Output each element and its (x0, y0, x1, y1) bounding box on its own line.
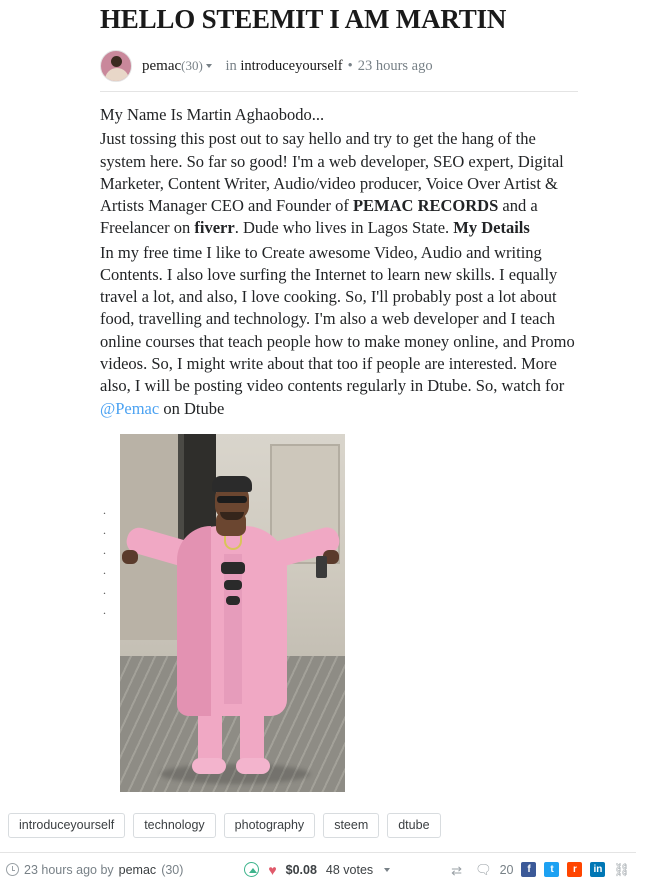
separator-dot (217, 58, 221, 75)
image-cap (212, 476, 252, 492)
linkedin-icon[interactable]: in (590, 862, 605, 877)
heart-icon[interactable]: ♥ (268, 861, 277, 878)
footer-actions (451, 862, 630, 878)
image-robe-placket (224, 554, 242, 704)
votes-chevron-icon[interactable] (384, 868, 390, 872)
avatar[interactable] (100, 50, 132, 82)
footer-timestamp: 23 hours ago by (24, 862, 114, 877)
image-embroidery-2 (224, 580, 242, 590)
post-image-figure (0, 434, 636, 797)
reddit-icon[interactable]: r (567, 862, 582, 877)
link-icon[interactable]: ⛓ (613, 861, 630, 877)
author-name[interactable]: pemac (142, 57, 182, 74)
avatar-body (105, 68, 129, 82)
tag-item[interactable]: dtube (387, 813, 440, 839)
footer-meta (6, 863, 183, 877)
image-beard (220, 512, 244, 520)
post-image[interactable] (120, 434, 345, 792)
clock-icon (6, 863, 19, 876)
image-shoe-left (192, 758, 226, 774)
post-footer (0, 852, 636, 886)
paragraph-2-text: In my free time I like to Create awesome Video, Audio and writing Contents. I also love surfing the Internet to learn new skills. I equally travel a lot, and also, I love cooking. So, I'll probably post a lot about food, travelling and technology. I'm also a web developer and I teach online courses that teach people how to make money online, and Promo videos. So, I might write about that too if people are interested. More also, I will be posting video contents regularly in Dtube. So, watch for (100, 242, 575, 396)
image-shadow (160, 764, 310, 784)
tail-text: on Dtube (159, 398, 225, 418)
post-lead: My Name Is Martin Aghaobodo... (100, 105, 325, 125)
post-paragraph-1 (100, 128, 578, 239)
left-margin-dots: . . . . . . (103, 503, 106, 617)
mention-link[interactable]: @Pemac (100, 398, 160, 418)
twitter-icon[interactable]: t (544, 862, 559, 877)
post-body (0, 92, 578, 420)
avatar-head (111, 56, 122, 67)
tag-item[interactable]: steem (323, 813, 379, 839)
comment-icon[interactable]: 🗨 (475, 861, 492, 877)
tag-item[interactable]: introduceyourself (8, 813, 125, 839)
chevron-down-icon[interactable] (206, 64, 212, 68)
tag-item[interactable]: technology (133, 813, 215, 839)
image-embroidery-1 (221, 562, 245, 574)
footer-author-reputation: (30) (161, 862, 184, 877)
category-link[interactable]: introduceyourself (240, 57, 343, 74)
in-label: in (225, 57, 237, 74)
payout-value[interactable]: $0.08 (285, 862, 317, 877)
paragraph-1-text: Just tossing this post out to say hello and try to get the hang of the system here. So far so good! I'm a web developer, SEO expert, Digital Marketer, Content Writer, Audio/video producer, Voice Over Artist & Artists Manager CEO and Founder of (100, 129, 564, 216)
image-sunglasses (217, 496, 247, 503)
my-details-bold: My Details (453, 218, 530, 238)
separator-dot-2: • (347, 57, 353, 74)
facebook-icon[interactable]: f (521, 862, 536, 877)
upvote-icon[interactable] (244, 862, 259, 877)
mid-text-1: and a Freelancer on (100, 196, 538, 238)
comment-count[interactable]: 20 (499, 862, 514, 877)
tag-item[interactable]: photography (224, 813, 316, 839)
image-bottle (316, 556, 327, 578)
post-timestamp: 23 hours ago (357, 57, 433, 74)
image-embroidery-3 (226, 596, 240, 605)
votes-count[interactable]: 48 votes (325, 862, 374, 877)
image-hand-left (122, 550, 138, 564)
tag-list (0, 797, 636, 839)
author-reputation: (30) (181, 58, 203, 74)
page-title: HELLO STEEMIT I AM MARTIN (100, 4, 507, 34)
pemac-records-bold: PEMAC RECORDS (352, 196, 499, 216)
author-row (0, 45, 636, 87)
image-chain (224, 534, 242, 550)
footer-votes (244, 862, 390, 877)
image-shoe-right (236, 758, 270, 774)
footer-author[interactable]: pemac (118, 862, 157, 877)
post-paragraph-2 (100, 242, 578, 420)
fiverr-bold: fiverr (194, 218, 235, 238)
mid-text-2: . Dude who lives in Lagos State. (234, 218, 454, 238)
image-robe-shade (177, 526, 211, 716)
resteem-icon[interactable]: ⇄ (451, 862, 462, 878)
